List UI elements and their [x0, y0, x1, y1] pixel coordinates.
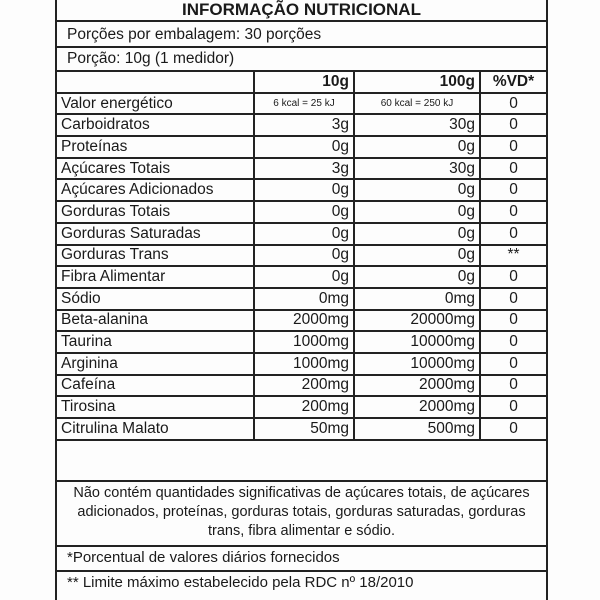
daily-value: 0 [480, 288, 546, 310]
daily-value: 0 [480, 396, 546, 418]
value-per-10g: 1000mg [254, 331, 354, 353]
nutrition-facts-panel [55, 0, 548, 600]
daily-value: 0 [480, 136, 546, 158]
value-per-100g: 0g [354, 266, 480, 288]
divider [57, 480, 546, 482]
table-row [57, 375, 546, 397]
value-per-100g: 0g [354, 223, 480, 245]
daily-value: 0 [480, 331, 546, 353]
nutrient-name: Gorduras Totais [57, 201, 254, 223]
footnote-daily-value: *Porcentual de valores diários fornecidos [67, 549, 340, 566]
value-per-10g: 0g [254, 179, 354, 201]
nutrition-title: INFORMAÇÃO NUTRICIONAL [57, 0, 546, 22]
value-per-10g: 3g [254, 114, 354, 136]
table-row [57, 310, 546, 332]
nutrient-name: Citrulina Malato [57, 418, 254, 440]
header-daily-value: %VD* [480, 71, 546, 93]
value-per-100g: 30g [354, 158, 480, 180]
value-per-10g: 200mg [254, 396, 354, 418]
daily-value: 0 [480, 114, 546, 136]
nutrient-name: Tirosina [57, 396, 254, 418]
daily-value: 0 [480, 201, 546, 223]
value-per-100g: 2000mg [354, 375, 480, 397]
table-row [57, 93, 546, 115]
table-row [57, 114, 546, 136]
header-per-100g: 100g [354, 71, 480, 93]
value-per-10g: 0g [254, 245, 354, 267]
table-row [57, 266, 546, 288]
table-row [57, 179, 546, 201]
table-row [57, 288, 546, 310]
value-per-10g: 2000mg [254, 310, 354, 332]
value-per-100g: 500mg [354, 418, 480, 440]
footnote-trans-fat-limit: ** Limite máximo estabelecido pela RDC nº 18/2010 [67, 574, 414, 591]
value-per-100g: 30g [354, 114, 480, 136]
nutrient-name: Gorduras Saturadas [57, 223, 254, 245]
value-per-10g: 0mg [254, 288, 354, 310]
daily-value: 0 [480, 179, 546, 201]
nutrient-name: Açúcares Totais [57, 158, 254, 180]
servings-per-package: Porções por embalagem: 30 porções [67, 26, 322, 43]
header-per-10g: 10g [254, 71, 354, 93]
table-row [57, 245, 546, 267]
value-per-10g: 0g [254, 266, 354, 288]
header-nutrient [57, 71, 254, 93]
value-per-100g: 0g [354, 201, 480, 223]
value-per-100g: 10000mg [354, 331, 480, 353]
daily-value: 0 [480, 223, 546, 245]
value-per-100g: 0g [354, 179, 480, 201]
daily-value: 0 [480, 310, 546, 332]
value-per-10g: 0g [254, 223, 354, 245]
table-row [57, 353, 546, 375]
value-per-10g: 6 kcal = 25 kJ [254, 93, 354, 115]
divider [57, 46, 546, 48]
value-per-10g: 200mg [254, 375, 354, 397]
table-row [57, 201, 546, 223]
nutrition-table [57, 70, 546, 441]
table-row [57, 396, 546, 418]
nutrient-name: Beta-alanina [57, 310, 254, 332]
daily-value: 0 [480, 93, 546, 115]
daily-value: 0 [480, 375, 546, 397]
nutrient-name: Proteínas [57, 136, 254, 158]
value-per-100g: 0mg [354, 288, 480, 310]
value-per-100g: 0g [354, 245, 480, 267]
value-per-10g: 0g [254, 201, 354, 223]
value-per-10g: 50mg [254, 418, 354, 440]
nutrient-name: Valor energético [57, 93, 254, 115]
nutrient-name: Arginina [57, 353, 254, 375]
table-row [57, 136, 546, 158]
divider [57, 545, 546, 547]
nutrient-name: Cafeína [57, 375, 254, 397]
value-per-10g: 0g [254, 136, 354, 158]
nutrient-name: Sódio [57, 288, 254, 310]
serving-size: Porção: 10g (1 medidor) [67, 50, 235, 67]
daily-value: 0 [480, 418, 546, 440]
divider [57, 570, 546, 572]
value-per-100g: 20000mg [354, 310, 480, 332]
daily-value: 0 [480, 266, 546, 288]
table-row [57, 418, 546, 440]
table-header-row [57, 71, 546, 93]
table-row [57, 158, 546, 180]
nutrient-name: Fibra Alimentar [57, 266, 254, 288]
daily-value: 0 [480, 158, 546, 180]
value-per-100g: 2000mg [354, 396, 480, 418]
table-row [57, 331, 546, 353]
value-per-10g: 1000mg [254, 353, 354, 375]
nutrient-name: Taurina [57, 331, 254, 353]
daily-value: 0 [480, 353, 546, 375]
table-row [57, 223, 546, 245]
value-per-10g: 3g [254, 158, 354, 180]
value-per-100g: 10000mg [354, 353, 480, 375]
nutrient-name: Açúcares Adicionados [57, 179, 254, 201]
value-per-100g: 0g [354, 136, 480, 158]
nutrient-name: Gorduras Trans [57, 245, 254, 267]
daily-value: ** [480, 245, 546, 267]
value-per-100g: 60 kcal = 250 kJ [354, 93, 480, 115]
nutrient-name: Carboidratos [57, 114, 254, 136]
nutrition-note: Não contém quantidades significativas de açúcares totais, de açúcares adicionados, proteínas, gorduras totais, gorduras saturadas, gorduras trans, fibra alimentar e sódio. [73, 485, 530, 539]
